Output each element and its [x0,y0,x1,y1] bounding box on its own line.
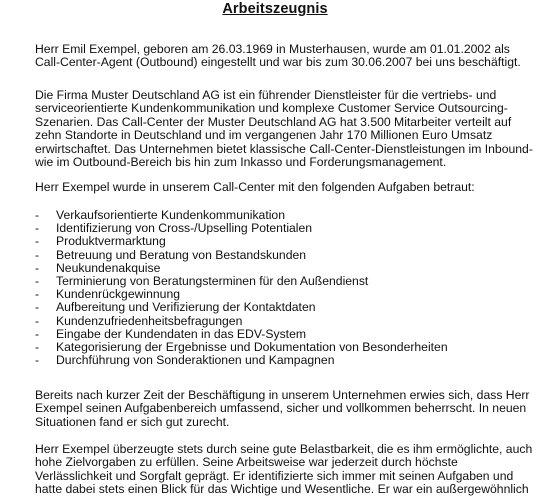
list-item-text: Kategorisierung der Ergebnisse und Dokumentation von Besonderheiten [56,340,448,355]
bullet-dash: - [35,247,40,262]
bullet-dash: - [35,313,40,328]
list-item-text: Produktvermarktung [56,234,166,249]
bullet-dash: - [35,340,40,355]
list-item-text: Aufbereitung und Verifizierung der Kontaktdaten [56,300,316,315]
text-line: Call-Center-Agent (Outbound) eingestellt und war bis zum 30.06.2007 bei uns beschäftigt. [35,55,521,70]
text-line: Szenarien. Das Call-Center der Muster Deutschland AG hat 3.500 Mitarbeiter verteilt auf [35,114,512,129]
text-line: Exempel seinen Aufgabenbereich umfassend, sicher und vollkommen beherrscht. In neuen [35,401,527,416]
list-item-text: Kundenzufriedenheitsbefragungen [56,313,243,328]
bullet-dash: - [35,260,40,275]
text-line: wie im Outbound-Bereich bis hin zum Inkasso und Forderungsmanagement. [35,155,447,170]
list-item-text: Kundenrückgewinnung [56,287,180,302]
list-item-text: Durchführung von Sonderaktionen und Kampagnen [56,353,335,368]
bullet-dash: - [35,274,40,289]
text-line: Die Firma Muster Deutschland AG ist ein führender Dienstleister für die vertriebs- und [35,88,497,102]
assessment-paragraph [35,389,535,429]
text-line: Herr Exempel wurde in unserem Call-Center mit den folgenden Aufgaben betraut: [35,180,475,194]
intro-paragraph [35,43,535,70]
text-line: hatte dabei stets einen Blick für das Wichtige und Wesentliche. Er war ein außergewöhnlich [35,482,529,497]
tasks-intro-paragraph [35,181,535,194]
bullet-dash: - [35,300,40,315]
list-item-text: Verkaufsorientierte Kundenkommunikation [56,208,285,222]
text-line: hohe Zielvorgaben zu erfüllen. Seine Arbeitsweise war jederzeit durch höchste [35,455,458,470]
bullet-dash: - [35,221,40,236]
bullet-dash: - [35,287,40,302]
text-line: serviceorientierte Kundenkommunikation und komplexe Customer Service Outsourcing- [35,101,508,116]
bullet-dash: - [35,208,40,222]
list-item-text: Eingabe der Kundendaten in das EDV-System [56,326,307,341]
list-item-text: Identifizierung von Cross-/Upselling Potentialen [56,221,313,236]
tasks-list [35,209,448,367]
text-line: Verlässlichkeit und Sorgfalt geprägt. Er identifizierte sich immer mit seinen Aufgaben und [35,468,514,483]
list-item-text: Betreuung und Beratung von Bestandskunden [56,247,307,262]
bullet-dash: - [35,234,40,249]
text-line: Bereits nach kurzer Zeit der Beschäftigung in unserem Unternehmen erwies sich, dass Herr [35,388,530,402]
text-line: zehn Standorte in Deutschland und im vergangenen Jahr 170 Millionen Euro Umsatz [35,128,493,143]
bullet-dash: - [35,353,40,368]
text-line: Herr Exempel überzeugte stets durch seine gute Belastbarkeit, die es ihm ermöglichte, auch [35,442,533,456]
document-title: Arbeitszeugnis [222,1,328,17]
list-item-text: Terminierung von Beratungsterminen für den Außendienst [56,274,369,289]
company-paragraph [35,89,535,169]
text-line: erwirtschaftet. Das Unternehmen bietet klassische Call-Center-Dienstleistungen im Inbound- [35,141,533,156]
text-line: Situationen fand er sich gut zurecht. [35,414,230,429]
list-item-text: Neukundenakquise [56,260,161,275]
list-item [35,354,448,367]
performance-paragraph [35,443,535,497]
bullet-dash: - [35,326,40,341]
text-line: Herr Emil Exempel, geboren am 26.03.1969 in Musterhausen, wurde am 01.01.2002 als [35,42,510,56]
